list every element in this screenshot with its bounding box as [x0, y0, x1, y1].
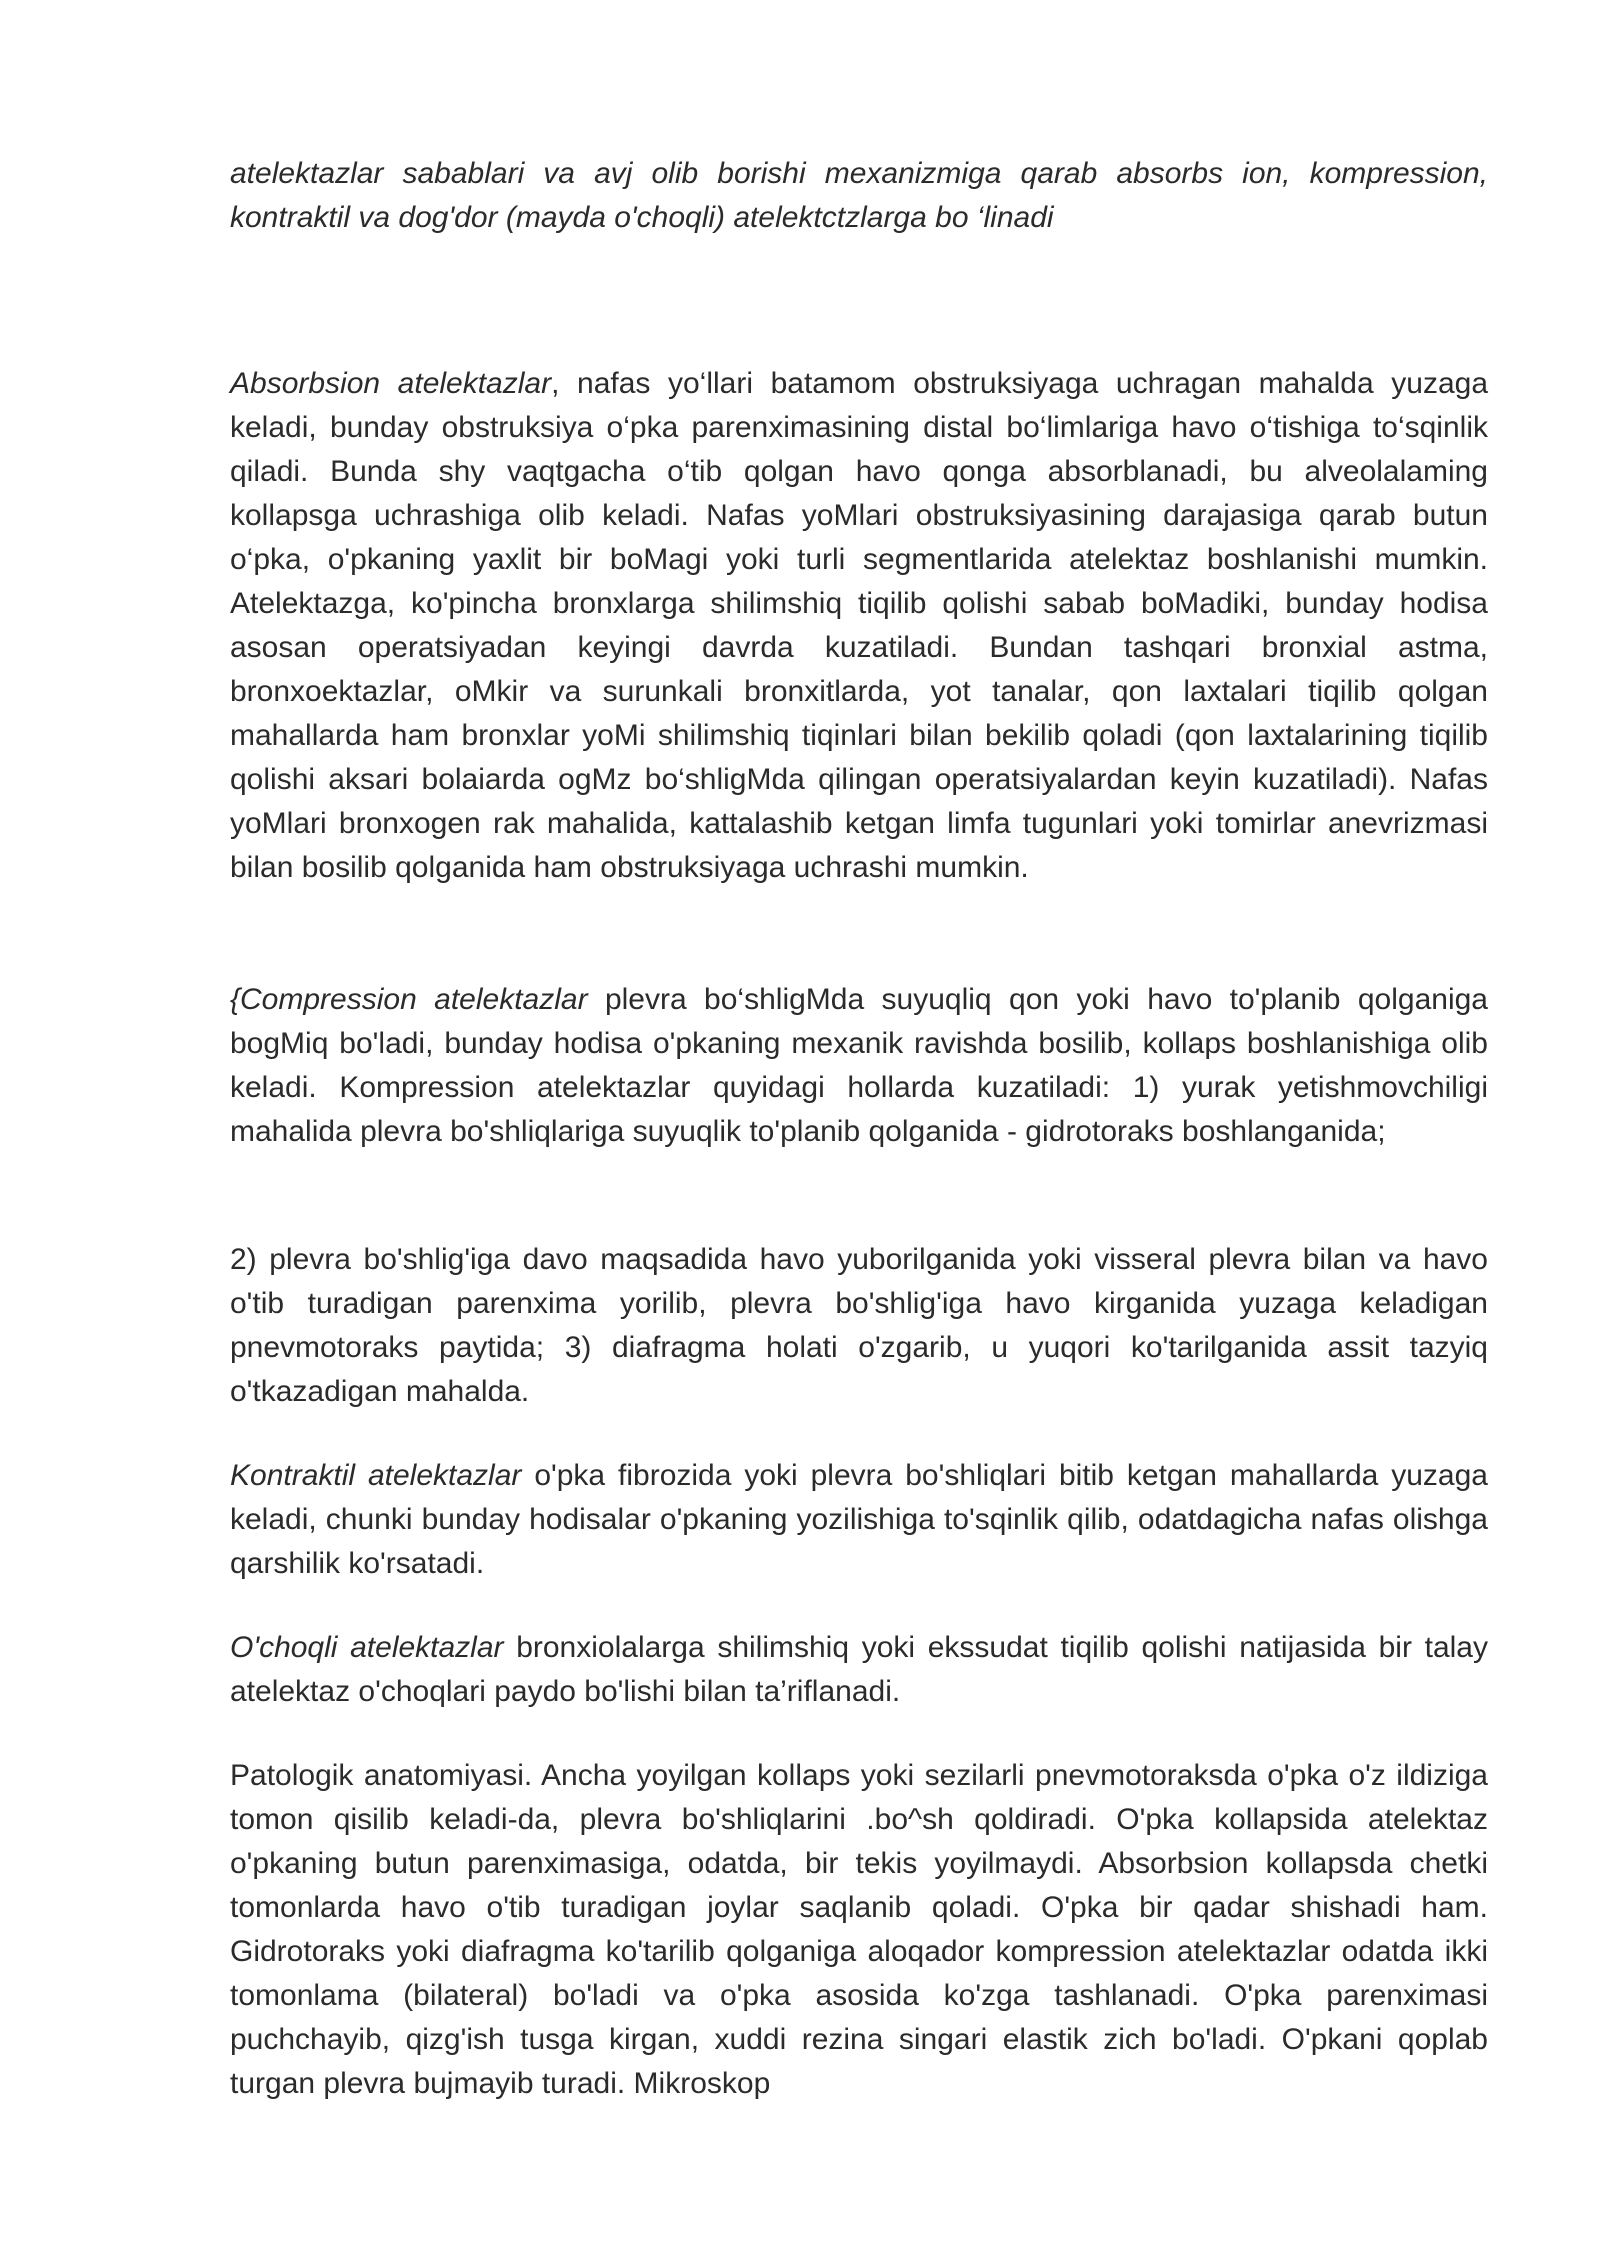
- compression-term: {Compression atelektazlar: [230, 983, 588, 1016]
- ochoqli-term: O'choqli atelektazlar: [230, 1631, 504, 1664]
- absorbsion-paragraph: [230, 362, 1488, 890]
- absorbsion-text: , nafas yo‘llari batamom obstruksiyaga uchragan mahalda yuzaga keladi, bunday obstruksiya o‘pka parenximasining distal bo‘limlariga havo o‘tishiga to‘sqinlik qiladi. Bunda shy vaqtgacha o‘tib qolgan havo qonga absorblanadi, bu alveolalaming kollapsga uchrashiga olib keladi. Nafas yoMlari obstruksiyasining darajasiga qarab butun o‘pka, o'pkaning yaxlit bir boMagi yoki turli segmentlarida atelektaz boshlanishi mumkin. Atelektazga, ko'pincha bronxlarga shilimshiq tiqilib qolishi sabab boMadiki, bunday hodisa asosan operatsiyadan keyingi davrda kuzatiladi. Bundan tashqari bronxial astma, bronxoektazlar, oMkir va surunkali bronxitlarda, yot tanalar, qon laxtalari tiqilib qolgan mahallarda ham bronxlar yoMi shilimshiq tiqinlari bilan bekilib qoladi (qon laxtalarining tiqilib qolishi aksari bolaiarda ogMz bo‘shligMda qilingan operatsiyalardan keyin kuzatiladi). Nafas yoMlari bronxogen rak mahalida, kattalashib ketgan limfa tugunlari yoki tomirlar anevrizmasi bilan bosilib qolganida ham obstruksiyaga uchrashi mumkin.: [230, 367, 1488, 884]
- compression-list-paragraph: [230, 1238, 1488, 1414]
- kontraktil-term: Kontraktil atelektazlar: [230, 1459, 522, 1492]
- compression-text: plevra bo‘shligMda suyuqliq qon yoki havo to'planib qolganiga bogMiq bo'ladi, bunday hodisa o'pkaning mexanik ravishda bosilib, kollaps boshlanishiga olib keladi. Kompression atelektazlar quyidagi hollarda kuzatiladi: 1) yurak yetishmovchiligi mahalida plevra bo'shliqlariga suyuqlik to'planib qolganida - gidrotoraks boshlanganida;: [230, 983, 1488, 1148]
- patologik-anatomiyasi-text: Patologik anatomiyasi. Ancha yoyilgan kollaps yoki sezilarli pnevmotoraksda o'pka o'z ildiziga tomon qisilib keladi-da, plevra bo'shliqlarini .bo^sh qoldiradi. O'pka kollapsida atelektaz o'pkaning butun parenximasiga, odatda, bir tekis yoyilmaydi. Absorbsion kollapsda chetki tomonlarda havo o'tib turadigan joylar saqlanib qoladi. O'pka bir qadar shishadi ham. Gidrotoraks yoki diafragma ko'tarilib qolganiga aloqador kompression atelektazlar odatda ikki tomonlama (bilateral) bo'ladi va o'pka asosida ko'zga tashlanadi. O'pka parenximasi puchchayib, qizg'ish tusga kirgan, xuddi rezina singari elastik zich bo'ladi. O'pkani qoplab turgan plevra bujmayib turadi. Mikroskop: [230, 1759, 1488, 2100]
- kontraktil-text: o'pka fibrozida yoki plevra bo'shliqlari bitib ketgan mahallarda yuzaga keladi, chunki bunday hodisalar o'pkaning yozilishiga to'sqinlik qilib, odatdagicha nafas olishga qarshilik ko'rsatadi.: [230, 1459, 1488, 1580]
- ochoqli-text: bronxiolalarga shilimshiq yoki ekssudat tiqilib qolishi natijasida bir talay atelektaz o'choqlari paydo bo'lishi bilan ta’riflanadi.: [230, 1631, 1488, 1708]
- absorbsion-term: Absorbsion atelektazlar: [230, 367, 552, 400]
- intro-paragraph: atelektazlar sabablari va avj olib borishi mexanizmiga qarab absorbs ion, kompression, kontraktil va dog'dor (mayda o'choqli) atelektctzlarga bo ‘linadi: [230, 157, 1488, 234]
- kontraktil-paragraph: [230, 1454, 1488, 1586]
- compression-paragraph: [230, 978, 1488, 1154]
- compression-list-text: 2) plevra bo'shlig'iga davo maqsadida havo yuborilganida yoki visseral plevra bilan va havo o'tib turadigan parenxima yorilib, plevra bo'shlig'iga havo kirganida yuzaga keladigan pnevmotoraks paytida; 3) diafragma holati o'zgarib, u yuqori ko'tarilganida assit tazyiq o'tkazadigan mahalda.: [230, 1243, 1488, 1408]
- ochoqli-paragraph: [230, 1626, 1488, 1714]
- patologik-anatomiyasi-paragraph: [230, 1754, 1488, 2106]
